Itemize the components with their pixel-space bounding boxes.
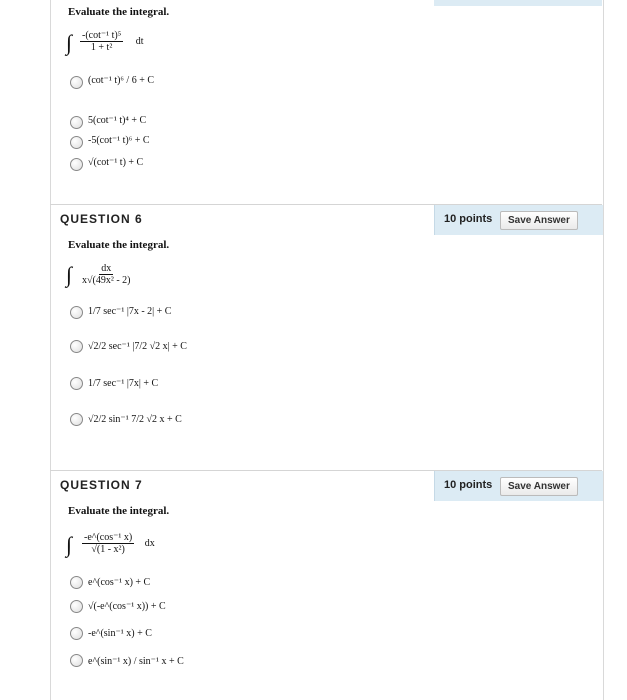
q5-integrand [80,30,144,53]
q6-save-button[interactable]: Save Answer [500,211,578,230]
q6-option-1-radio[interactable] [70,306,83,319]
q7-integrand-num: -e^(cos⁻¹ x) [84,532,133,543]
q7-option-3[interactable]: -e^(sin⁻¹ x) + C [88,628,152,639]
q7-integral-sign: ∫ [66,532,73,557]
q7-option-1-radio[interactable] [70,576,83,589]
q7-option-2-radio[interactable] [70,600,83,613]
q7-option-1[interactable]: e^(cos⁻¹ x) + C [88,577,151,588]
q7-integrand-den: √(1 - x²) [91,544,125,555]
q6-option-4[interactable]: √2/2 sin⁻¹ 7/2 √2 x + C [88,414,182,425]
q5-option-1-radio[interactable] [70,76,83,89]
q5-option-3-radio[interactable] [70,136,83,149]
q6-option-3-radio[interactable] [70,377,83,390]
q6-integral-sign: ∫ [66,262,73,287]
q6-prompt: Evaluate the integral. [68,239,170,251]
q7-option-3-radio[interactable] [70,627,83,640]
q7-option-2[interactable]: √(-e^(cos⁻¹ x)) + C [88,601,166,612]
q5-prompt: Evaluate the integral. [68,6,170,18]
q5-integrand-den: 1 + t² [90,42,113,53]
q5-option-3[interactable]: -5(cot⁻¹ t)⁶ + C [88,135,150,146]
prev-points-bar [434,0,602,6]
q7-prompt: Evaluate the integral. [68,505,170,517]
q7-option-4[interactable]: e^(sin⁻¹ x) / sin⁻¹ x + C [88,656,184,667]
q5-dt: dt [135,35,144,47]
q6-integrand [82,263,130,286]
q7-title: QUESTION 7 [60,478,143,492]
q5-option-2-radio[interactable] [70,116,83,129]
q7-dx: dx [144,537,155,549]
q7-save-button[interactable]: Save Answer [500,477,578,496]
q5-option-4[interactable]: √(cot⁻¹ t) + C [88,157,144,168]
q6-title: QUESTION 6 [60,212,143,226]
q6-option-3[interactable]: 1/7 sec⁻¹ |7x| + C [88,378,159,389]
q5-option-4-radio[interactable] [70,158,83,171]
q5-option-2[interactable]: 5(cot⁻¹ t)⁴ + C [88,115,147,126]
q5-integrand-num: -(cot⁻¹ t)⁵ [82,30,122,41]
q5-option-1[interactable]: (cot⁻¹ t)⁶ / 6 + C [88,75,155,86]
q6-option-1[interactable]: 1/7 sec⁻¹ |7x - 2| + C [88,306,172,317]
q6-option-2[interactable]: √2/2 sec⁻¹ |7/2 √2 x| + C [88,341,187,352]
q7-integrand [82,532,155,555]
q6-integrand-den: x√(49x² - 2) [82,275,131,286]
q6-integrand-num: dx [101,263,112,274]
q7-points: 10 points [444,479,493,491]
q5-integral-sign: ∫ [66,30,73,55]
q6-option-4-radio[interactable] [70,413,83,426]
q7-option-4-radio[interactable] [70,654,83,667]
q6-option-2-radio[interactable] [70,340,83,353]
q6-points: 10 points [444,213,493,225]
